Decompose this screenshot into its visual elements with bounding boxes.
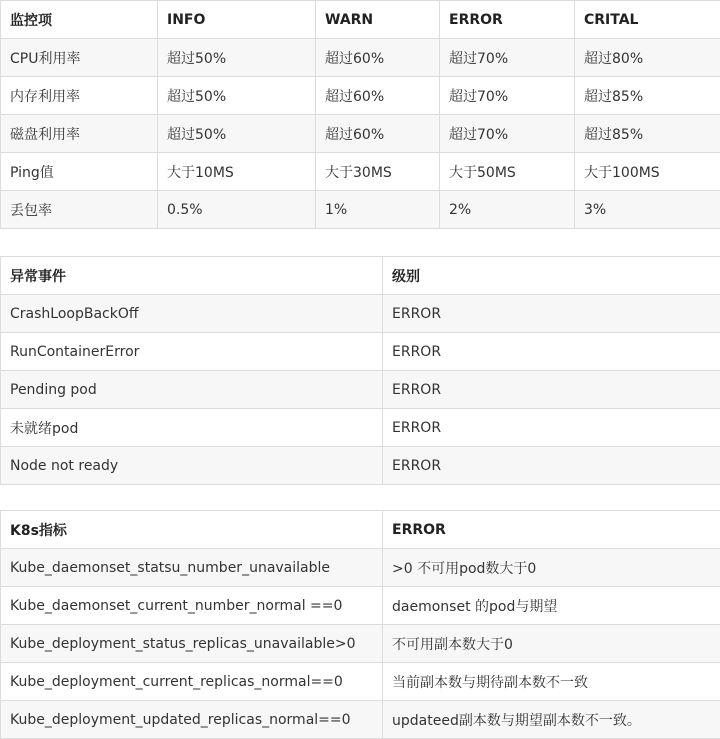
table-cell: 超过70% bbox=[440, 115, 575, 153]
table-cell: 超过50% bbox=[158, 77, 316, 115]
table-cell: CPU利用率 bbox=[1, 39, 158, 77]
table-row bbox=[1, 153, 720, 191]
table-cell: 超过60% bbox=[316, 39, 440, 77]
table-cell: 3% bbox=[575, 191, 720, 229]
table-cell: 超过60% bbox=[316, 115, 440, 153]
table-row bbox=[1, 625, 720, 663]
table-cell: 超过50% bbox=[158, 39, 316, 77]
column-header: K8s指标 bbox=[1, 511, 383, 549]
k8s-metrics-table bbox=[0, 510, 720, 739]
table-row bbox=[1, 371, 720, 409]
table-cell: Kube_deployment_status_replicas_unavailable>0 bbox=[1, 625, 383, 663]
table-row bbox=[1, 333, 720, 371]
table-header-row bbox=[1, 257, 720, 295]
table-cell: 超过70% bbox=[440, 77, 575, 115]
threshold-table bbox=[0, 0, 720, 229]
table-cell: ERROR bbox=[383, 295, 720, 333]
column-header: ERROR bbox=[383, 511, 720, 549]
table-cell: 不可用副本数大于0 bbox=[383, 625, 720, 663]
table-cell: 大于10MS bbox=[158, 153, 316, 191]
table-row bbox=[1, 191, 720, 229]
table-cell: 0.5% bbox=[158, 191, 316, 229]
table-cell: ERROR bbox=[383, 409, 720, 447]
table-cell: >0 不可用pod数大于0 bbox=[383, 549, 720, 587]
table-cell: 磁盘利用率 bbox=[1, 115, 158, 153]
table-cell: 超过85% bbox=[575, 77, 720, 115]
table-cell: 超过50% bbox=[158, 115, 316, 153]
table-row bbox=[1, 549, 720, 587]
table-cell: 大于30MS bbox=[316, 153, 440, 191]
table-cell: 内存利用率 bbox=[1, 77, 158, 115]
table-cell: Kube_daemonset_current_number_normal ==0 bbox=[1, 587, 383, 625]
table-cell: 超过80% bbox=[575, 39, 720, 77]
table-cell: Pending pod bbox=[1, 371, 383, 409]
table-row bbox=[1, 663, 720, 701]
table-row bbox=[1, 587, 720, 625]
table-cell: Ping值 bbox=[1, 153, 158, 191]
column-header: 监控项 bbox=[1, 1, 158, 39]
events-table bbox=[0, 256, 720, 485]
table-cell: CrashLoopBackOff bbox=[1, 295, 383, 333]
table-cell: Kube_deployment_current_replicas_normal==0 bbox=[1, 663, 383, 701]
table-header-row bbox=[1, 1, 720, 39]
table-cell: Kube_daemonset_statsu_number_unavailable bbox=[1, 549, 383, 587]
column-header: 异常事件 bbox=[1, 257, 383, 295]
table-cell: 未就绪pod bbox=[1, 409, 383, 447]
table-row bbox=[1, 77, 720, 115]
table-cell: ERROR bbox=[383, 447, 720, 485]
table-row bbox=[1, 39, 720, 77]
table-cell: 当前副本数与期待副本数不一致 bbox=[383, 663, 720, 701]
column-header: CRITAL bbox=[575, 1, 720, 39]
table-cell: updateed副本数与期望副本数不一致。 bbox=[383, 701, 720, 739]
column-header: ERROR bbox=[440, 1, 575, 39]
table-cell: daemonset 的pod与期望 bbox=[383, 587, 720, 625]
table-cell: 大于100MS bbox=[575, 153, 720, 191]
column-header: 级别 bbox=[383, 257, 720, 295]
table-cell: Node not ready bbox=[1, 447, 383, 485]
table-cell: 1% bbox=[316, 191, 440, 229]
table-cell: RunContainerError bbox=[1, 333, 383, 371]
table-row bbox=[1, 447, 720, 485]
table-row bbox=[1, 701, 720, 739]
table-row bbox=[1, 409, 720, 447]
table-cell: 超过85% bbox=[575, 115, 720, 153]
table-cell: 2% bbox=[440, 191, 575, 229]
table-cell: 大于50MS bbox=[440, 153, 575, 191]
table-cell: ERROR bbox=[383, 333, 720, 371]
table-cell: 丢包率 bbox=[1, 191, 158, 229]
column-header: WARN bbox=[316, 1, 440, 39]
table-cell: Kube_deployment_updated_replicas_normal==0 bbox=[1, 701, 383, 739]
table-row bbox=[1, 295, 720, 333]
column-header: INFO bbox=[158, 1, 316, 39]
table-cell: 超过70% bbox=[440, 39, 575, 77]
table-row bbox=[1, 115, 720, 153]
table-cell: 超过60% bbox=[316, 77, 440, 115]
table-cell: ERROR bbox=[383, 371, 720, 409]
table-header-row bbox=[1, 511, 720, 549]
